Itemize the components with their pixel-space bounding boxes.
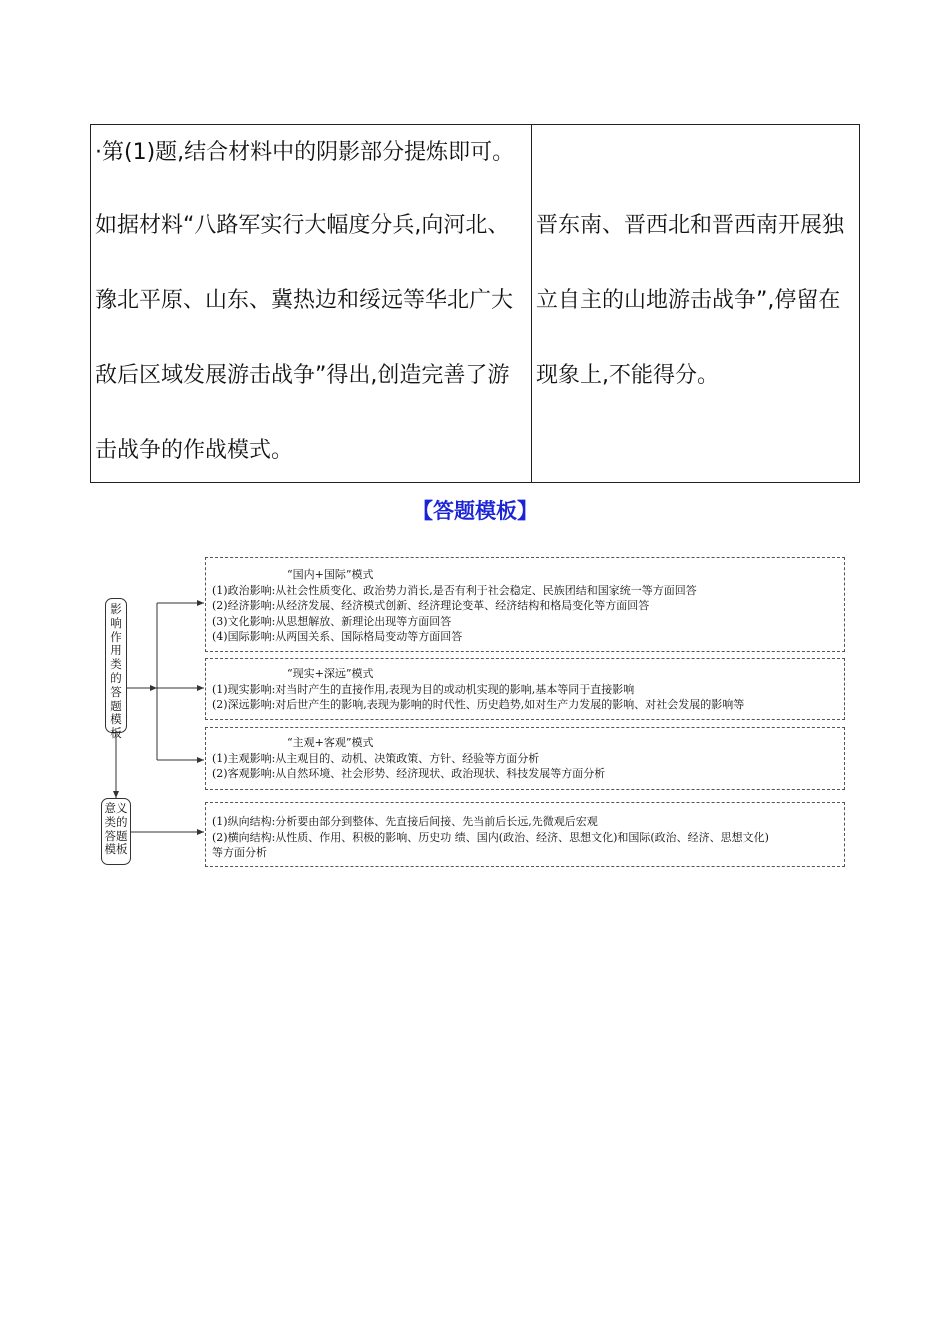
box-line: (1)纵向结构:分析要由部分到整体、先直接后间接、先当前后长远,先微观后宏观 xyxy=(212,815,598,828)
box-line: (3)文化影响:从思想解放、新理论出现等方面回答 xyxy=(212,614,452,628)
box-line: (1)现实影响:对当时产生的直接作用,表现为目的或动机实现的影响,基本等同于直接影响 xyxy=(212,682,635,696)
box-title: “国内+国际”模式 xyxy=(287,568,374,581)
node-label-segment: 类 xyxy=(110,657,122,672)
box-line: (4)国际影响:从两国关系、国际格局变动等方面回答 xyxy=(212,630,463,643)
box-subjective-objective xyxy=(205,727,845,790)
node-label-segment: 模板 xyxy=(104,842,128,857)
node-significance-template xyxy=(101,798,131,865)
box-line: (2)深远影响:对后世产生的影响,表现为影响的时代性、历史趋势,如对生产力发展的影响、对社会发展的影响等 xyxy=(212,698,745,711)
text-line: 豫北平原、山东、冀热边和绥远等华北广大 xyxy=(95,288,514,313)
node-label-segment: 模 xyxy=(110,712,122,727)
text-line: 晋东南、晋西北和晋西南开展独 xyxy=(536,213,845,238)
node-label-segment: 答题 xyxy=(104,828,128,843)
node-label-segment: 响 xyxy=(110,615,122,630)
node-label-segment: 题 xyxy=(110,698,122,713)
node-label-segment: 意义 xyxy=(104,801,128,815)
node-label-segment: 的 xyxy=(110,670,122,685)
node-label xyxy=(106,603,126,741)
box-line: (2)经济影响:从经济发展、经济模式创新、经济理论变革、经济结构和格局变化等方面回答 xyxy=(212,599,650,612)
box-line: (1)政治影响:从社会性质变化、政治势力消长,是否有利于社会稳定、民族团结和国家统一等方面回答 xyxy=(212,583,697,597)
box-title: “主观+客观”模式 xyxy=(287,736,374,749)
node-label xyxy=(102,802,130,857)
box-line: (2)横向结构:从性质、作用、积极的影响、历史功 绩、国内(政治、经济、思想文化)和国际(政治、经济、思想文化) xyxy=(212,830,769,844)
node-label-segment: 影 xyxy=(110,602,122,616)
box-structure xyxy=(205,802,845,867)
text-line: 击战争的作战模式。 xyxy=(95,438,294,463)
node-label-segment: 类的 xyxy=(104,814,128,829)
box-domestic-international xyxy=(205,557,845,652)
text-line: 如据材料“八路军实行大幅度分兵,向河北、 xyxy=(95,213,510,238)
box-line: 等方面分析 xyxy=(212,846,267,859)
text-line: 现象上,不能得分。 xyxy=(536,363,719,388)
section-heading: 【答题模板】 xyxy=(412,499,538,523)
box-title: “现实+深远”模式 xyxy=(287,667,374,680)
node-influence-template xyxy=(105,598,127,741)
answer-table xyxy=(90,124,860,483)
table-cell-right xyxy=(536,125,858,482)
node-label-segment: 用 xyxy=(110,643,122,658)
text-line: 敌后区域发展游击战争”得出,创造完善了游 xyxy=(95,363,510,388)
text-line: ·第(1)题,结合材料中的阴影部分提炼即可。 xyxy=(95,140,515,165)
box-line: (2)客观影响:从自然环境、社会形势、经济现状、政治现状、科技发展等方面分析 xyxy=(212,767,606,780)
node-label-segment: 答 xyxy=(110,684,122,699)
node-label-segment: 板 xyxy=(110,726,122,741)
table-divider xyxy=(531,125,532,482)
box-reality-longterm xyxy=(205,658,845,720)
text-line: 立自主的山地游击战争”,停留在 xyxy=(536,288,841,313)
table-cell-left xyxy=(95,125,529,482)
node-label-segment: 作 xyxy=(110,629,122,644)
box-line: (1)主观影响:从主观目的、动机、决策政策、方针、经验等方面分析 xyxy=(212,751,540,765)
